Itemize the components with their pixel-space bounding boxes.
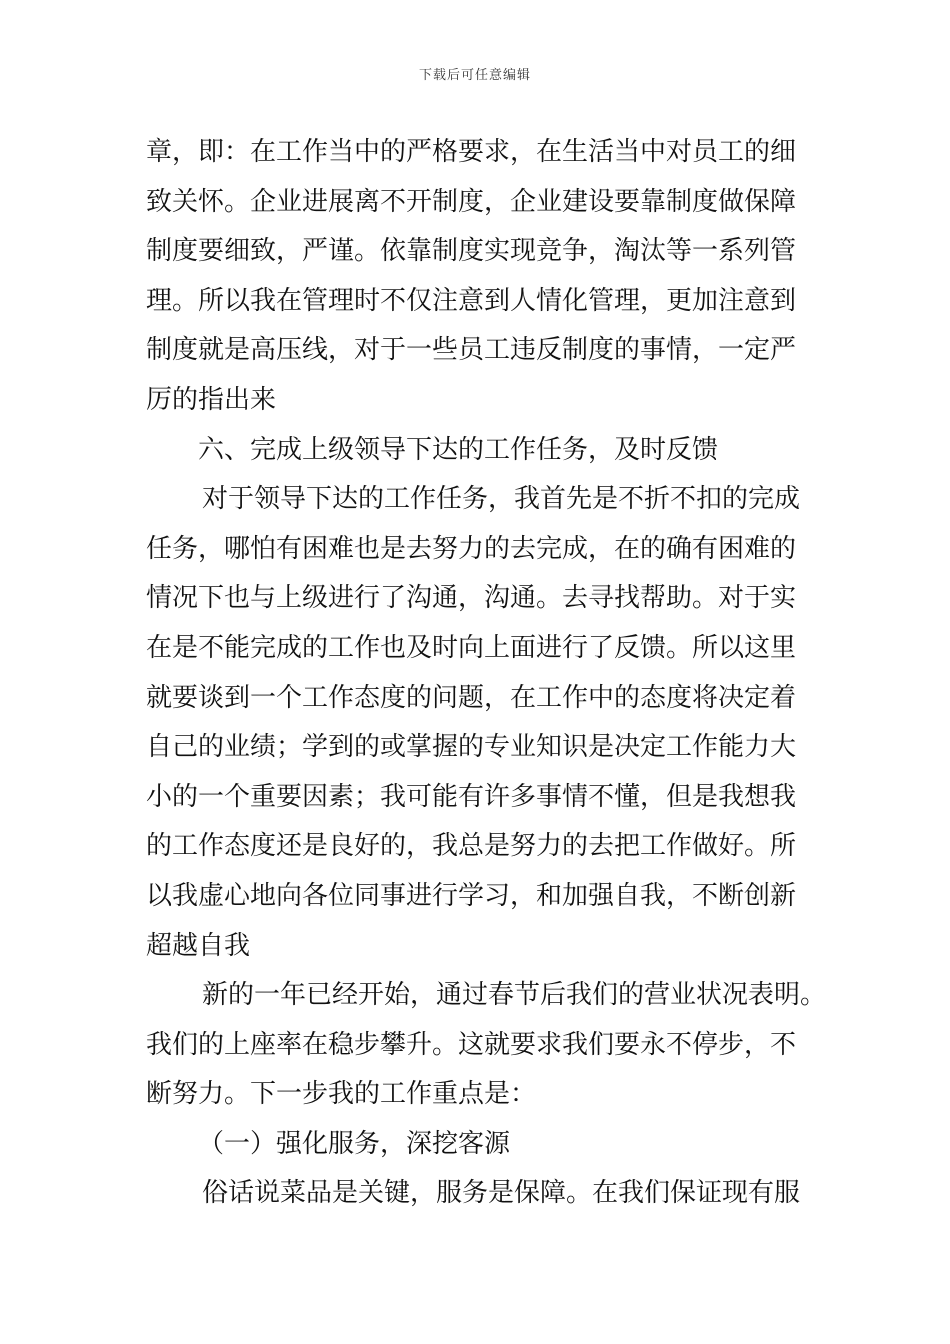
paragraph-start: 俗话说菜品是关键，服务是保障。在我们保证现有服 xyxy=(202,1178,801,1209)
text-line: 章，即：在工作当中的严格要求，在生活当中对员工的细 xyxy=(146,137,797,167)
text-line: 情况下也与上级进行了沟通，沟通。去寻找帮助。对于实 xyxy=(146,583,797,614)
text-line: 我们的上座率在稳步攀升。这就要求我们要永不停步，不 xyxy=(146,1029,797,1060)
text-line: 理。所以我在管理时不仅注意到人情化管理，更加注意到 xyxy=(146,285,797,316)
subsection-heading: （一）强化服务，深挖客源 xyxy=(198,1128,511,1159)
text-line: 制度就是高压线，对于一些员工违反制度的事情，一定严 xyxy=(146,335,797,366)
text-line: 以我虚心地向各位同事进行学习，和加强自我，不断创新 xyxy=(146,880,797,911)
paragraph-start: 对于领导下达的工作任务，我首先是不折不扣的完成 xyxy=(202,484,801,515)
text-line: 致关怀。企业进展离不开制度，企业建设要靠制度做保障 xyxy=(146,186,797,217)
text-line: 厉的指出来 xyxy=(146,384,277,415)
text-line: 自己的业绩；学到的或掌握的专业知识是决定工作能力大 xyxy=(146,732,797,763)
section-heading: 六、完成上级领导下达的工作任务，及时反馈 xyxy=(198,434,719,465)
paragraph-start: 新的一年已经开始，通过春节后我们的营业状况表明。 xyxy=(202,980,827,1011)
text-line: 任务，哪怕有困难也是去努力的去完成，在的确有困难的 xyxy=(146,533,797,564)
text-line: 制度要细致，严谨。依靠制度实现竞争，淘汰等一系列管 xyxy=(146,236,797,267)
page-header: 下载后可任意编辑 xyxy=(418,68,531,83)
text-line: 在是不能完成的工作也及时向上面进行了反馈。所以这里 xyxy=(146,632,797,663)
text-line: 的工作态度还是良好的，我总是努力的去把工作做好。所 xyxy=(146,831,797,862)
text-line: 断努力。下一步我的工作重点是： xyxy=(146,1079,537,1110)
text-line: 就要谈到一个工作态度的问题，在工作中的态度将决定着 xyxy=(146,682,797,713)
document-body xyxy=(146,128,827,1219)
text-line: 超越自我 xyxy=(146,930,251,961)
text-line: 小的一个重要因素；我可能有许多事情不懂，但是我想我 xyxy=(146,781,797,812)
